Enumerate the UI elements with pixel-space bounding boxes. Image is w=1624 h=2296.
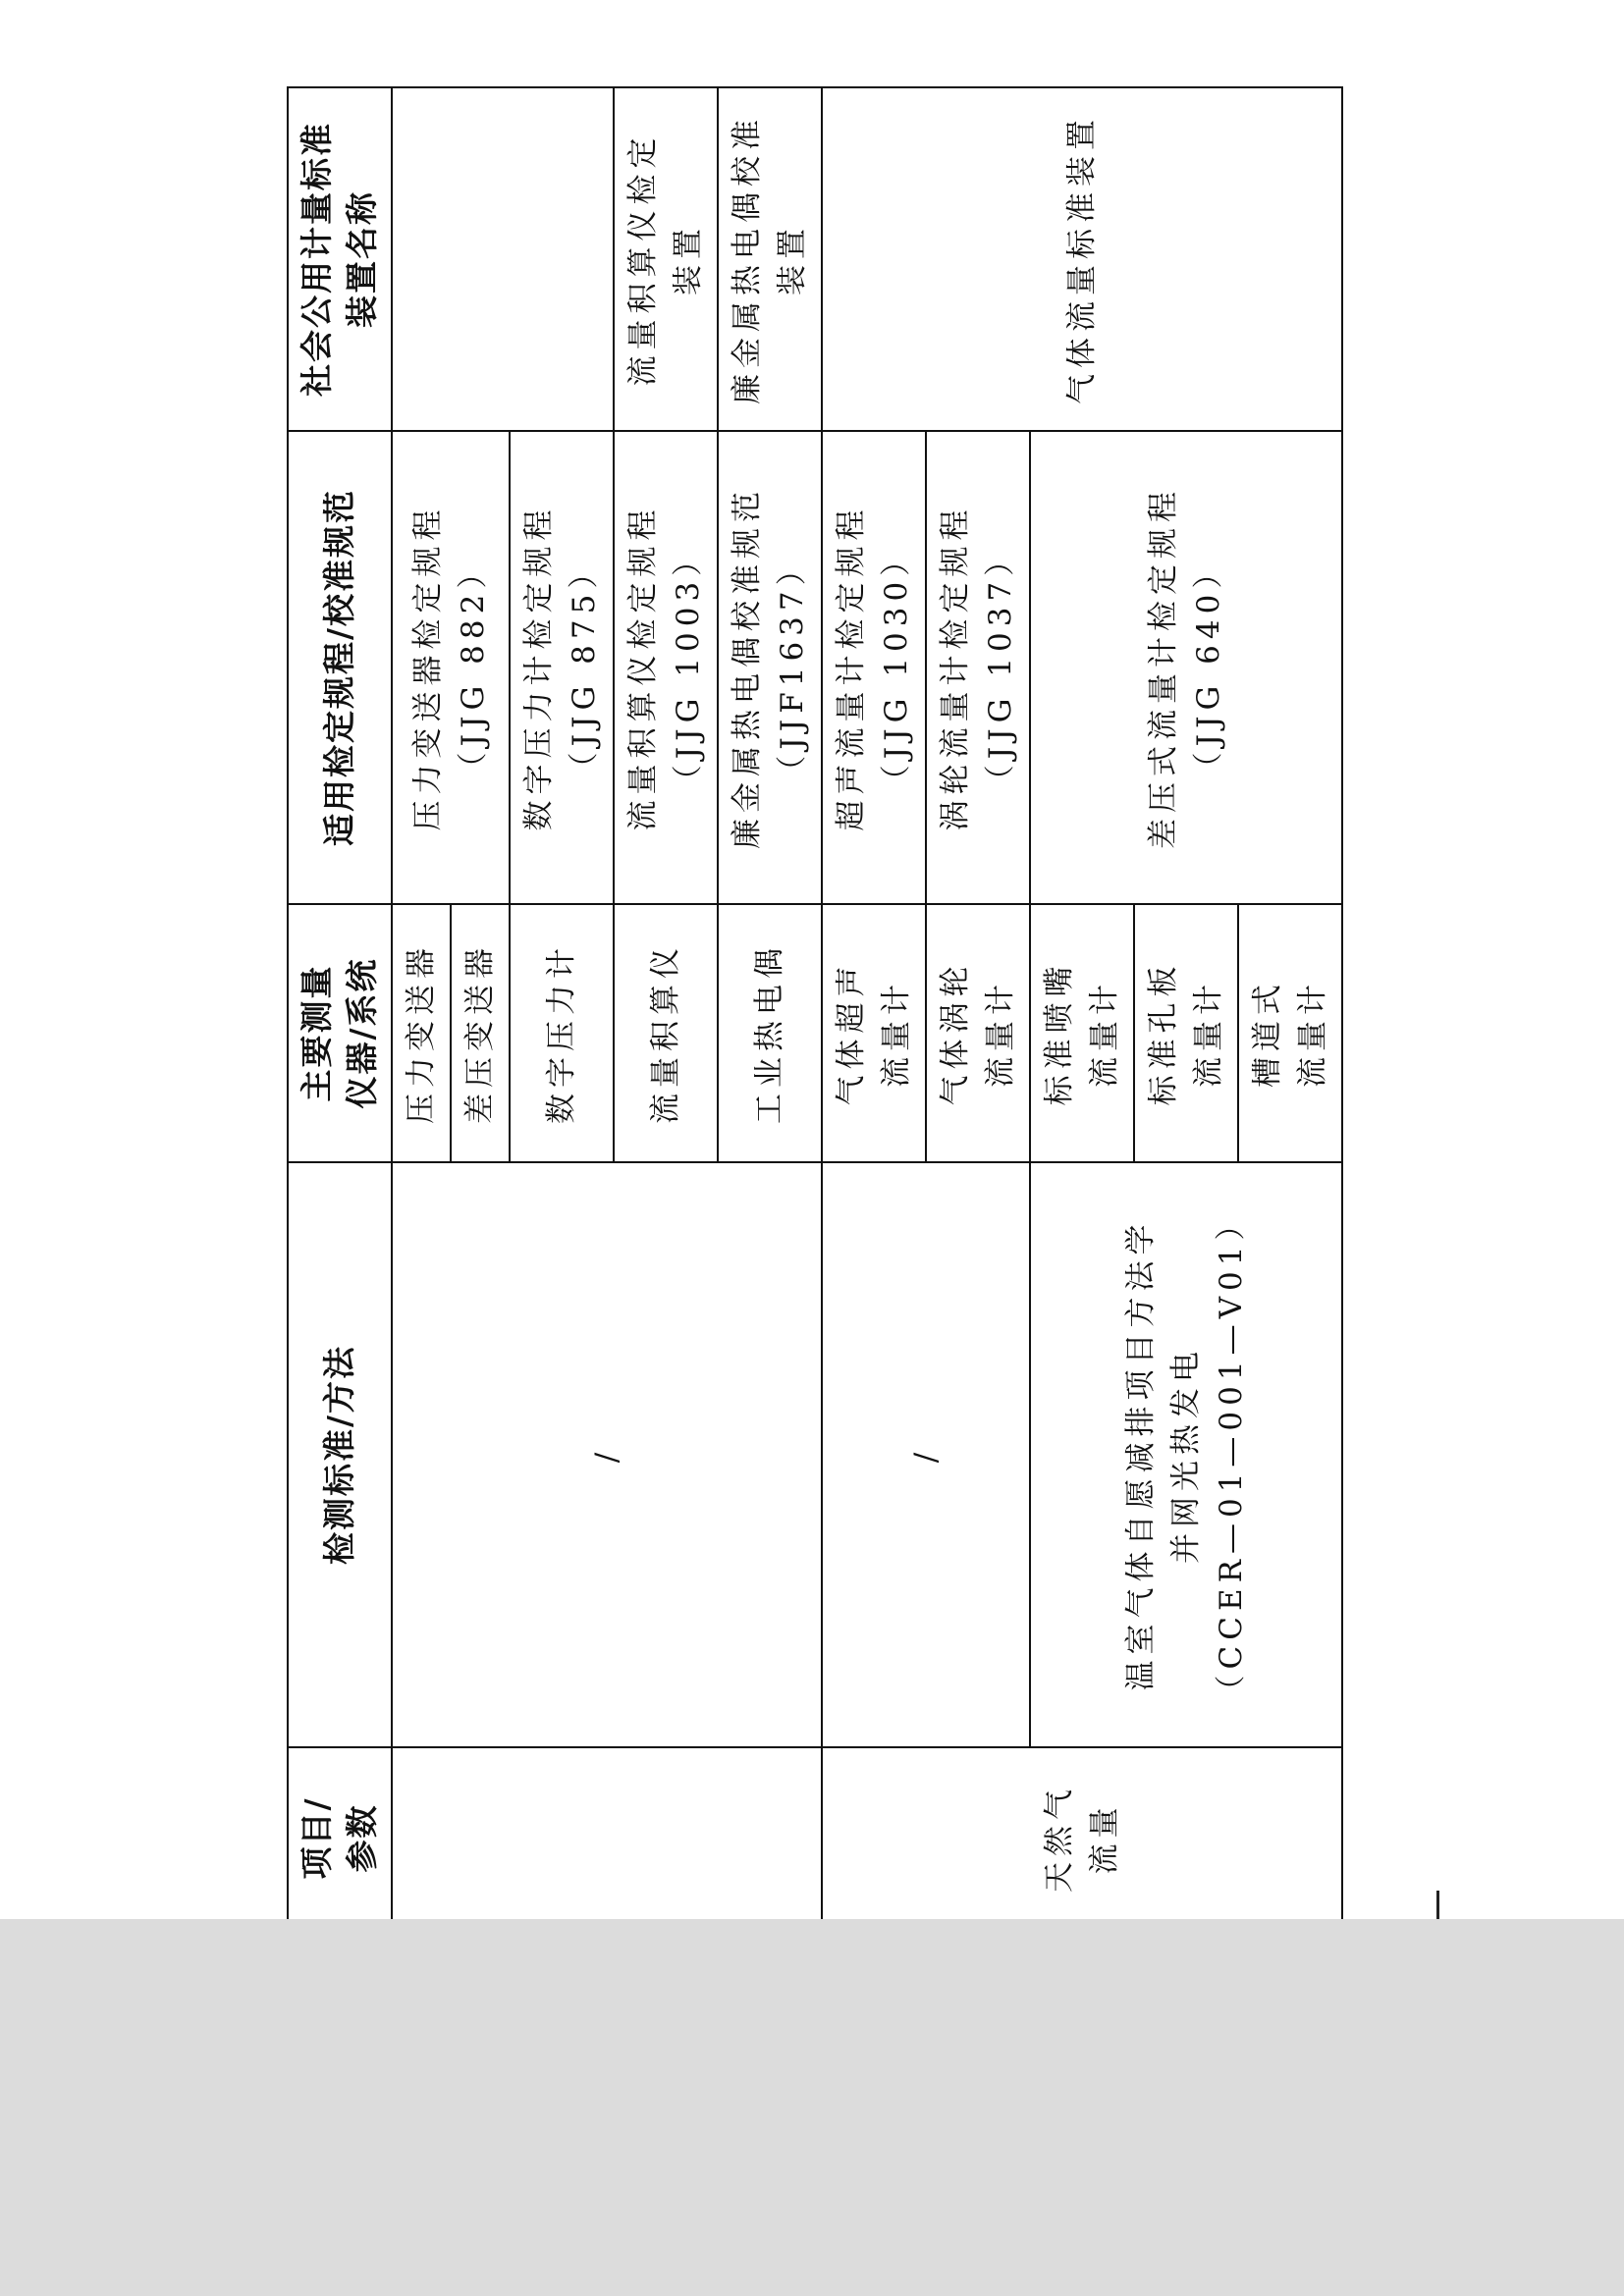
instrument-pressure-transmitter: 压力变送器 [392,904,451,1162]
regulation-jjg-1003: 流量积算仪检定规程 （JJG 1003） [614,431,718,904]
regulation-jjg-640: 差压式流量计检定规程 （JJG 640） [1030,431,1342,904]
instrument-diff-pressure-transmitter: 差压变送器 [451,904,510,1162]
instrument-thermocouple: 工业热电偶 [718,904,822,1162]
header-row [288,87,392,1929]
header-device: 社会公用计量标准 装置名称 [288,87,392,431]
instrument-nozzle-flowmeter: 标准喷嘴 流量计 [1030,904,1134,1162]
device-thermocouple: 廉金属热电偶校准 装置 [718,87,822,431]
rotated-table-container [287,114,1330,1930]
header-method: 检测标准/方法 [288,1162,392,1747]
device-flow-totalizer: 流量积算仪检定 装置 [614,87,718,431]
instrument-turbine-flowmeter: 气体涡轮 流量计 [926,904,1030,1162]
regulation-jjf-1637: 廉金属热电偶校准规范 （JJF1637） [718,431,822,904]
device-gas-flow-standard: 气体流量标准装置 [822,87,1342,431]
standards-table [287,86,1343,1930]
project-gas-flow: 天然气 流量 [822,1747,1342,1929]
instrument-channel-flowmeter: 槽道式 流量计 [1238,904,1342,1162]
regulation-jjg-1030: 超声流量计检定规程 （JJG 1030） [822,431,926,904]
regulation-jjg-1037: 涡轮流量计检定规程 （JJG 1037） [926,431,1030,904]
header-regulation: 适用检定规程/校准规范 [288,431,392,904]
gray-background-band [0,1919,1624,2296]
table-row [822,87,926,1929]
instrument-flow-totalizer: 流量积算仪 [614,904,718,1162]
header-project: 项目/ 参数 [288,1747,392,1929]
instrument-orifice-flowmeter: 标准孔板 流量计 [1134,904,1238,1162]
regulation-jjg-875: 数字压力计检定规程 （JJG 875） [510,431,614,904]
instrument-digital-pressure-gauge: 数字压力计 [510,904,614,1162]
method-ccer: 温室气体自愿减排项目方法学 并网光热发电 （CCER—01—001—V01） [1030,1162,1342,1747]
table-row [392,87,451,1929]
header-instrument: 主要测量 仪器/系统 [288,904,392,1162]
method-cell-1: / [392,1162,822,1747]
regulation-jjg-882: 压力变送器检定规程 （JJG 882） [392,431,510,904]
method-cell-2: / [822,1162,1030,1747]
instrument-ultrasonic-flowmeter: 气体超声 流量计 [822,904,926,1162]
standards-table-page [287,114,1330,1930]
project-cell-1 [392,1747,822,1929]
device-cell-1 [392,87,614,431]
